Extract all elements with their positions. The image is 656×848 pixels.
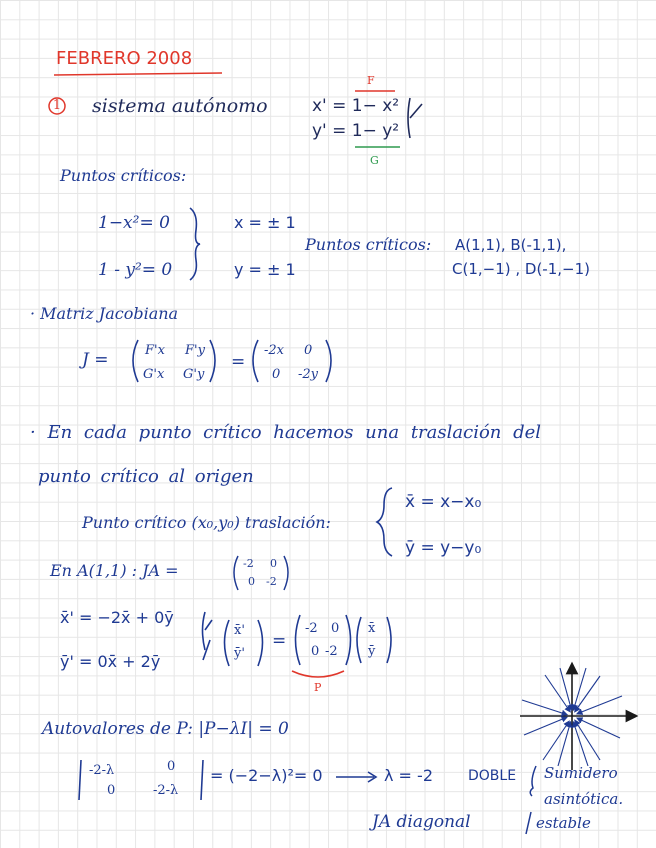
det-d21: 0 (107, 783, 116, 798)
point-a-m11: -2 (243, 557, 254, 570)
vector-xbar: x̄ (368, 621, 376, 636)
point-a-m12: 0 (270, 557, 277, 570)
eigen-diagonal: JA diagonal (372, 812, 471, 832)
jacobian-m11: F'x (145, 343, 165, 358)
critical-result-label: Puntos críticos: (305, 235, 432, 254)
jacobian-heading: · Matriz Jacobiana (30, 304, 179, 323)
critical-sol-a: x = ± 1 (234, 213, 296, 232)
f-label: F (367, 74, 375, 87)
jacobian-m21: G'x (143, 367, 165, 382)
critical-eq-a: 1−x²= 0 (98, 213, 170, 233)
critical-result-2: C(1,−1) , D(-1,−1) (452, 260, 590, 278)
critical-points-heading: Puntos críticos: (60, 166, 187, 185)
problem-label: sistema autónomo (92, 95, 268, 117)
matrix-p-11: -2 (305, 621, 318, 636)
critical-result-1: A(1,1), B(-1,1), (455, 236, 567, 254)
equation-x: x' = 1− x² (312, 96, 400, 116)
problem-number: 1 (52, 98, 62, 113)
jacobian-r21: 0 (272, 367, 281, 382)
det-d11: -2-λ (89, 763, 115, 778)
det-d22: -2-λ (153, 783, 179, 798)
linear-system-eq-1: x̄' = −2x̄ + 0ȳ (60, 608, 174, 627)
vector-ybar: ȳ (368, 644, 376, 659)
jacobian-equals: = (231, 352, 246, 372)
jacobian-m22: G'y (183, 367, 205, 382)
matrix-p-12: 0 (331, 621, 340, 636)
jacobian-r11: -2x (264, 343, 284, 358)
equation-y: y' = 1− y² (312, 121, 400, 141)
point-a-m22: -2 (266, 575, 277, 588)
eigen-result: = (−2−λ)²= 0 (210, 766, 323, 785)
critical-sol-b: y = ± 1 (234, 260, 296, 279)
translation-line-3: Punto crítico (x₀,y₀) traslación: (82, 513, 331, 532)
eigen-heading: Autovalores de P: |P−λI| = 0 (42, 719, 289, 739)
classification-line-2: asintótica. (544, 790, 624, 808)
translation-line-1: · En cada punto crítico hacemos una traslación del (30, 422, 542, 443)
det-d12: 0 (167, 759, 176, 774)
critical-eq-b: 1 - y²= 0 (98, 260, 173, 280)
eigen-doble: DOBLE (468, 768, 517, 784)
classification-line-1: Sumidero (544, 764, 618, 782)
translation-line-2: punto crítico al origen (38, 466, 254, 487)
classification-line-3: estable (536, 814, 591, 832)
jacobian-r22: -2y (298, 367, 319, 382)
matrix-p-label: P (314, 681, 322, 694)
point-a-label: En A(1,1) : JA = (50, 561, 179, 580)
matrix-p-22: -2 (325, 644, 338, 659)
linear-system-eq-2: ȳ' = 0x̄ + 2ȳ (60, 652, 161, 671)
g-label: G (370, 154, 379, 167)
vector-xbar-prime: x̄' (234, 623, 245, 638)
page-title: FEBRERO 2008 (56, 48, 193, 69)
translation-eq-x: x̄ = x−x₀ (405, 492, 482, 512)
eigen-lambda: λ = -2 (384, 766, 433, 785)
jacobian-r12: 0 (304, 343, 313, 358)
vector-ybar-prime: ȳ' (234, 646, 245, 661)
matrix-p-21: 0 (311, 644, 320, 659)
jacobian-J: J = (82, 350, 109, 370)
point-a-m21: 0 (248, 575, 255, 588)
translation-eq-y: ȳ = y−y₀ (405, 538, 482, 558)
jacobian-m12: F'y (185, 343, 205, 358)
linear-system-equals: = (272, 631, 287, 651)
